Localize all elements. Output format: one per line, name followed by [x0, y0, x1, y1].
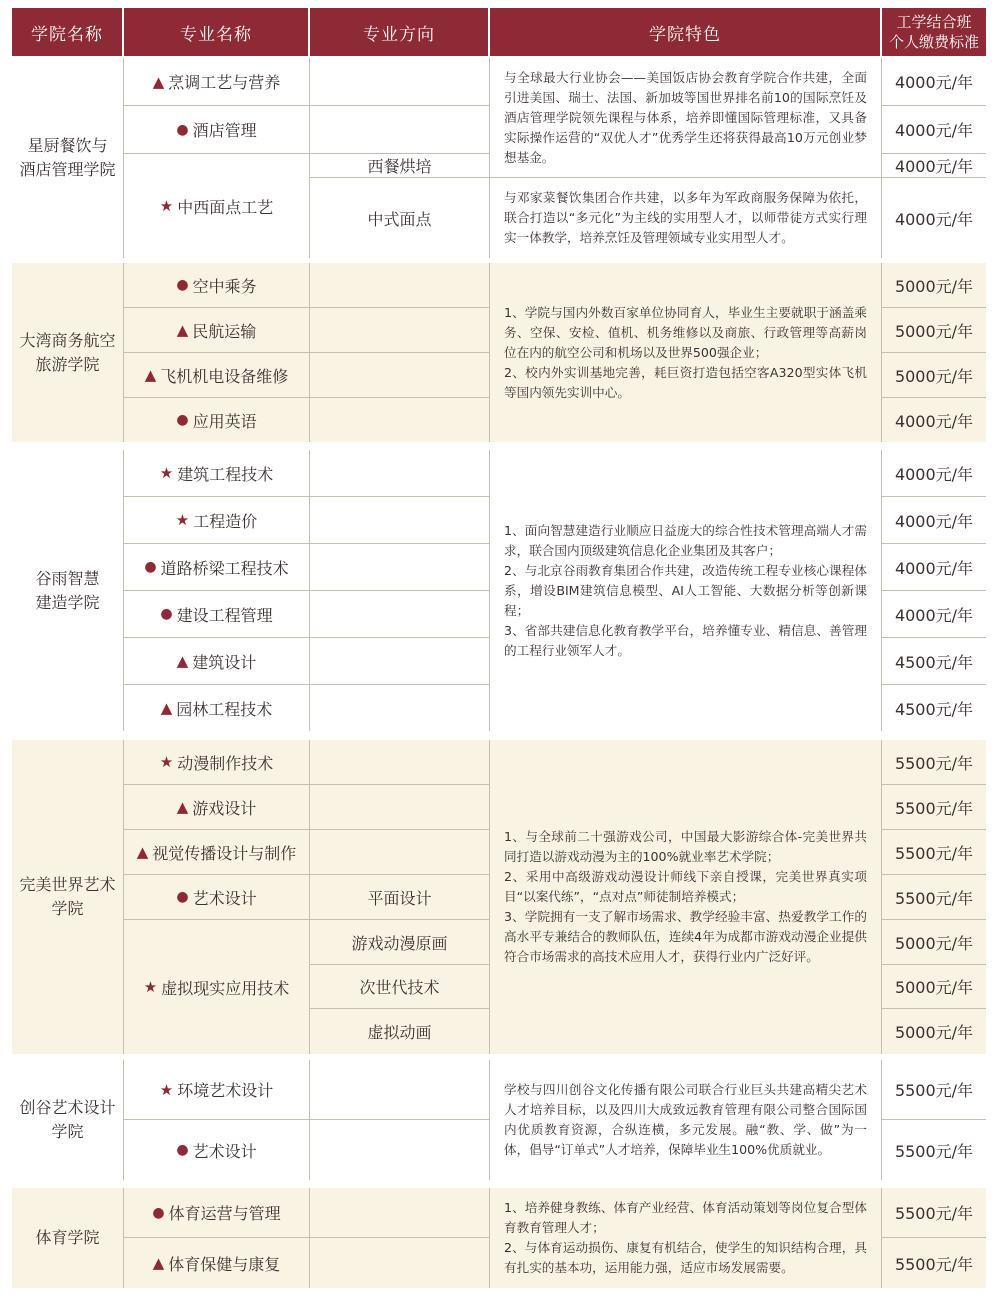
major-marker-icon: ★ [143, 978, 158, 996]
college-name: 体育学院 [35, 1228, 100, 1247]
major-name: 游戏设计 [192, 798, 257, 818]
direction-cell [310, 1060, 490, 1120]
major-marker-icon: ● [144, 559, 157, 575]
header-major-label: 专业名称 [180, 24, 252, 45]
direction-cell [310, 1120, 490, 1180]
fee-value: 4000元/年 [894, 209, 974, 229]
college-name-cell [12, 1060, 124, 1180]
direction-name: 次世代技术 [359, 978, 440, 997]
major-name: 烹调工艺与营养 [168, 73, 281, 92]
feature-cell [490, 450, 882, 731]
direction-name: 虚拟动画 [367, 1023, 432, 1042]
college-name-cell [12, 740, 124, 1054]
major-name: 动漫制作技术 [177, 753, 274, 773]
major-name: 中西面点工艺 [177, 197, 274, 217]
major-label-wrap [124, 364, 309, 387]
direction-cell [310, 591, 490, 638]
major-marker-icon: ▲ [176, 321, 189, 339]
direction-cell [310, 353, 490, 398]
college-name: 大湾商务航空 旅游学院 [19, 330, 116, 374]
major-cell [124, 398, 310, 442]
direction-cell [310, 497, 490, 544]
direction-cell [310, 398, 490, 442]
direction-cell [310, 1238, 490, 1288]
direction-name: 西餐烘培 [367, 157, 432, 176]
major-cell [124, 875, 310, 920]
fee-cell [882, 920, 986, 965]
header-direction-label: 专业方向 [363, 24, 435, 45]
fee-value: 5500元/年 [894, 798, 974, 818]
major-label-wrap [124, 118, 309, 141]
fee-cell [882, 965, 986, 1009]
fee-value: 5000元/年 [894, 978, 974, 997]
major-marker-icon: ● [152, 1204, 165, 1221]
direction-cell [310, 830, 490, 875]
fee-value: 4000元/年 [894, 605, 974, 625]
fee-value: 5500元/年 [894, 888, 974, 908]
direction-cell [310, 263, 490, 308]
major-name: 空中乘务 [192, 276, 257, 296]
direction-cell [310, 1188, 490, 1238]
major-name: 飞机机电设备维修 [160, 366, 289, 386]
direction-name: 平面设计 [367, 888, 432, 908]
major-marker-icon: ▲ [144, 366, 157, 384]
major-name: 建设工程管理 [176, 605, 273, 625]
fee-cell [882, 591, 986, 638]
major-marker-icon: ▲ [160, 699, 173, 717]
fee-value: 5000元/年 [894, 366, 974, 386]
fee-cell [882, 308, 986, 353]
header-fee-line2: 个人缴费标准 [888, 33, 979, 51]
major-cell [124, 154, 310, 258]
feature-cell [490, 58, 882, 178]
major-cell [124, 308, 310, 353]
major-marker-icon: ★ [159, 1080, 174, 1099]
major-marker-icon: ▲ [176, 652, 189, 670]
major-cell [124, 1120, 310, 1180]
fee-value: 5000元/年 [894, 933, 974, 953]
major-marker-icon: ● [176, 1142, 189, 1158]
header-fee-line1: 工学结合班 [896, 13, 972, 31]
fee-value: 5000元/年 [894, 1023, 974, 1042]
major-cell [124, 106, 310, 154]
major-label-wrap [124, 603, 309, 626]
fee-value: 5500元/年 [894, 843, 974, 863]
major-marker-icon: ● [176, 277, 189, 293]
major-label-wrap [124, 509, 309, 532]
major-label-wrap [124, 650, 309, 673]
fee-cell [882, 740, 986, 785]
major-cell [124, 497, 310, 544]
college-name-cell [12, 263, 124, 442]
fee-value: 5000元/年 [894, 321, 974, 341]
fee-value: 4000元/年 [894, 511, 974, 531]
major-label-wrap [124, 462, 309, 485]
major-name: 应用英语 [192, 411, 257, 431]
major-name: 艺术设计 [192, 1141, 257, 1161]
fee-cell [882, 58, 986, 106]
major-cell [124, 591, 310, 638]
header-college [12, 8, 122, 56]
major-cell [124, 920, 310, 1054]
college-name-cell [12, 1188, 124, 1288]
major-name: 视觉传播设计与制作 [152, 843, 297, 863]
table-header [12, 8, 986, 56]
fee-cell [882, 154, 986, 178]
major-label-wrap [124, 409, 309, 432]
major-cell [124, 263, 310, 308]
major-name: 环境艺术设计 [177, 1081, 274, 1100]
major-label-wrap [124, 319, 309, 342]
major-label-wrap [124, 70, 309, 93]
major-cell [124, 353, 310, 398]
direction-cell [310, 1009, 490, 1054]
major-name: 体育运营与管理 [168, 1204, 281, 1223]
fee-cell [882, 1188, 986, 1238]
major-marker-icon: ★ [159, 464, 174, 482]
major-marker-icon: ▲ [176, 798, 189, 816]
major-name: 工程造价 [193, 511, 258, 531]
major-cell [124, 785, 310, 830]
fee-cell [882, 450, 986, 497]
major-marker-icon: ▲ [152, 72, 165, 91]
direction-cell [310, 450, 490, 497]
major-name: 园林工程技术 [176, 699, 273, 719]
major-label-wrap [124, 751, 309, 774]
major-marker-icon: ★ [175, 511, 190, 529]
direction-cell [310, 920, 490, 965]
fee-value: 5500元/年 [894, 1204, 974, 1223]
direction-cell [310, 154, 490, 178]
header-feature [490, 8, 880, 56]
feature-text: 与全球最大行业协会——美国饭店协会教育学院合作共建，全面引进美国、瑞士、法国、新加坡等国世界排名前10的国际烹饪及酒店管理学院领先课程与体系，培养即懂国际管理标准，又具备实际操作运营的“双优人才”优秀学生还将获得最高10万元创业梦想基金。 [504, 69, 867, 165]
feature-text: 1、学院与国内外数百家单位协同育人，毕业生主要就职于涵盖乘务、空保、安检、值机、机务维修以及商旅、行政管理等高薪岗位在内的航空公司和机场以及世界500强企业； 2、校内外实训基地完善，耗巨资打造包括空客A320型实体飞机等国内领先实训中心。 [504, 304, 867, 400]
feature-text: 1、与全球前二十强游戏公司，中国最大影游综合体-完美世界共同打造以游戏动漫为主的100%就业率艺术学院； 2、采用中高级游戏动漫设计师线下亲自授课，完美世界真实项目“以案代练”，“点对点”师徒制培养模式； 3、学院拥有一支了解市场需求、教学经验丰富、热爱教学工作的高水平专兼结合的教师队伍，连续4年为成都市游戏动漫企业提供符合市场需求的高技术应用人才，获得行业内广泛好评。 [504, 829, 867, 964]
major-marker-icon: ● [176, 121, 189, 138]
fee-cell [882, 353, 986, 398]
major-label-wrap [124, 1078, 309, 1101]
feature-text: 1、培养健身教练、体育产业经营、体育活动策划等岗位复合型体育教育管理人才； 2、与体育运动损伤、康复有机结合，使学生的知识结构合理，具有扎实的基本功，运用能力强，适应市场发展需要。 [504, 1200, 867, 1275]
fee-cell [882, 544, 986, 591]
college-name-cell [12, 450, 124, 731]
major-name: 体育保健与康复 [168, 1254, 281, 1274]
fee-value: 5500元/年 [894, 1081, 974, 1100]
major-label-wrap [124, 1201, 309, 1224]
direction-cell [310, 740, 490, 785]
fee-value: 4000元/年 [894, 411, 974, 431]
direction-cell [310, 685, 490, 731]
college-name-cell [12, 58, 124, 258]
feature-text: 与邓家菜餐饮集团合作共建，以多年为军政商服务保障为依托，联合打造以“多元化”为主线的实用型人才，以师带徒方式实行理实一体教学，培养烹饪及管理领域专业实用型人才。 [504, 190, 867, 245]
fee-cell [882, 875, 986, 920]
major-marker-icon: ★ [159, 753, 174, 771]
fee-value: 5500元/年 [894, 753, 974, 773]
major-cell [124, 830, 310, 875]
college-name: 创谷艺术设计 学院 [19, 1098, 116, 1141]
major-cell [124, 58, 310, 106]
major-name: 建筑设计 [192, 652, 257, 672]
fee-cell [882, 830, 986, 875]
fee-cell [882, 106, 986, 154]
fee-value: 4000元/年 [894, 558, 974, 578]
direction-cell [310, 875, 490, 920]
fee-value: 4500元/年 [894, 699, 974, 719]
major-marker-icon: ● [176, 412, 189, 428]
feature-text: 1、面向智慧建造行业顺应日益庞大的综合性技术管理高端人才需求，联合国内顶级建筑信息化企业集团及其客户； 2、与北京谷雨教育集团合作共建，改造传统工程专业核心课程体系，增设BIM建筑信息模型、AI人工智能、大数据分析等创新课程； 3、省部共建信息化教育教学平台，培养懂专业、精信息、善管理的工程行业领军人才。 [504, 522, 867, 658]
fee-cell [882, 398, 986, 442]
feature-cell [490, 740, 882, 1054]
major-cell [124, 1238, 310, 1288]
direction-cell [310, 965, 490, 1009]
direction-cell [310, 178, 490, 258]
feature-cell [490, 178, 882, 258]
major-cell [124, 450, 310, 497]
major-label-wrap [124, 1139, 309, 1162]
major-cell [124, 1060, 310, 1120]
major-name: 酒店管理 [192, 121, 257, 140]
fee-value: 5500元/年 [894, 1254, 974, 1274]
major-name: 建筑工程技术 [177, 464, 274, 484]
major-marker-icon: ★ [159, 197, 174, 215]
major-cell [124, 1188, 310, 1238]
major-label-wrap [124, 195, 309, 218]
major-marker-icon: ● [176, 889, 189, 905]
header-fee [882, 8, 986, 56]
feature-cell [490, 263, 882, 442]
fee-cell [882, 497, 986, 544]
header-direction [310, 8, 488, 56]
direction-name: 游戏动漫原画 [351, 933, 448, 953]
college-name: 谷雨智慧 建造学院 [35, 568, 100, 612]
header-major [124, 8, 308, 56]
fee-cell [882, 1120, 986, 1180]
major-name: 道路桥梁工程技术 [160, 558, 289, 578]
fee-value: 4000元/年 [894, 157, 974, 176]
major-name: 民航运输 [192, 321, 257, 341]
direction-cell [310, 308, 490, 353]
fee-cell [882, 1060, 986, 1120]
college-name: 完美世界艺术 学院 [19, 875, 116, 918]
major-marker-icon: ▲ [136, 843, 149, 861]
college-name: 星厨餐饮与 酒店管理学院 [19, 136, 116, 179]
feature-text: 学校与四川创谷文化传播有限公司联合行业巨头共建高精尖艺术人才培养目标，以及四川大成致远教育管理有限公司整合国际国内优质教育资源，合纵连横，多元发展。融“教、学、做”为一体，倡导“订单式”人才培养，保障毕业生100%优质就业。 [504, 1082, 867, 1157]
major-name: 虚拟现实应用技术 [161, 978, 290, 998]
major-cell [124, 638, 310, 685]
major-cell [124, 685, 310, 731]
fee-cell [882, 638, 986, 685]
fee-cell [882, 785, 986, 830]
fee-value: 5000元/年 [894, 276, 974, 296]
major-label-wrap [124, 697, 309, 720]
major-marker-icon: ● [160, 606, 173, 622]
fee-value: 4500元/年 [894, 652, 974, 672]
fee-value: 4000元/年 [894, 73, 974, 92]
fee-value: 4000元/年 [894, 121, 974, 140]
header-feature-label: 学院特色 [649, 24, 721, 45]
major-label-wrap [124, 796, 309, 819]
fee-cell [882, 685, 986, 731]
major-label-wrap [124, 274, 309, 297]
fee-value: 4000元/年 [894, 464, 974, 484]
major-label-wrap [124, 1252, 309, 1275]
major-cell [124, 740, 310, 785]
feature-cell [490, 1060, 882, 1180]
direction-cell [310, 106, 490, 154]
direction-cell [310, 638, 490, 685]
direction-cell [310, 58, 490, 106]
fee-cell [882, 1238, 986, 1288]
feature-cell [490, 1188, 882, 1288]
major-name: 艺术设计 [192, 888, 257, 908]
fee-cell [882, 178, 986, 258]
major-cell [124, 544, 310, 591]
fee-cell [882, 1009, 986, 1054]
header-college-label: 学院名称 [31, 24, 103, 45]
fee-value: 5500元/年 [894, 1141, 974, 1161]
major-label-wrap [124, 841, 309, 864]
major-label-wrap [124, 556, 309, 579]
direction-name: 中式面点 [367, 209, 432, 229]
major-marker-icon: ▲ [152, 1254, 165, 1272]
direction-cell [310, 785, 490, 830]
major-label-wrap [124, 976, 309, 999]
direction-cell [310, 544, 490, 591]
fee-cell [882, 263, 986, 308]
major-label-wrap [124, 886, 309, 909]
